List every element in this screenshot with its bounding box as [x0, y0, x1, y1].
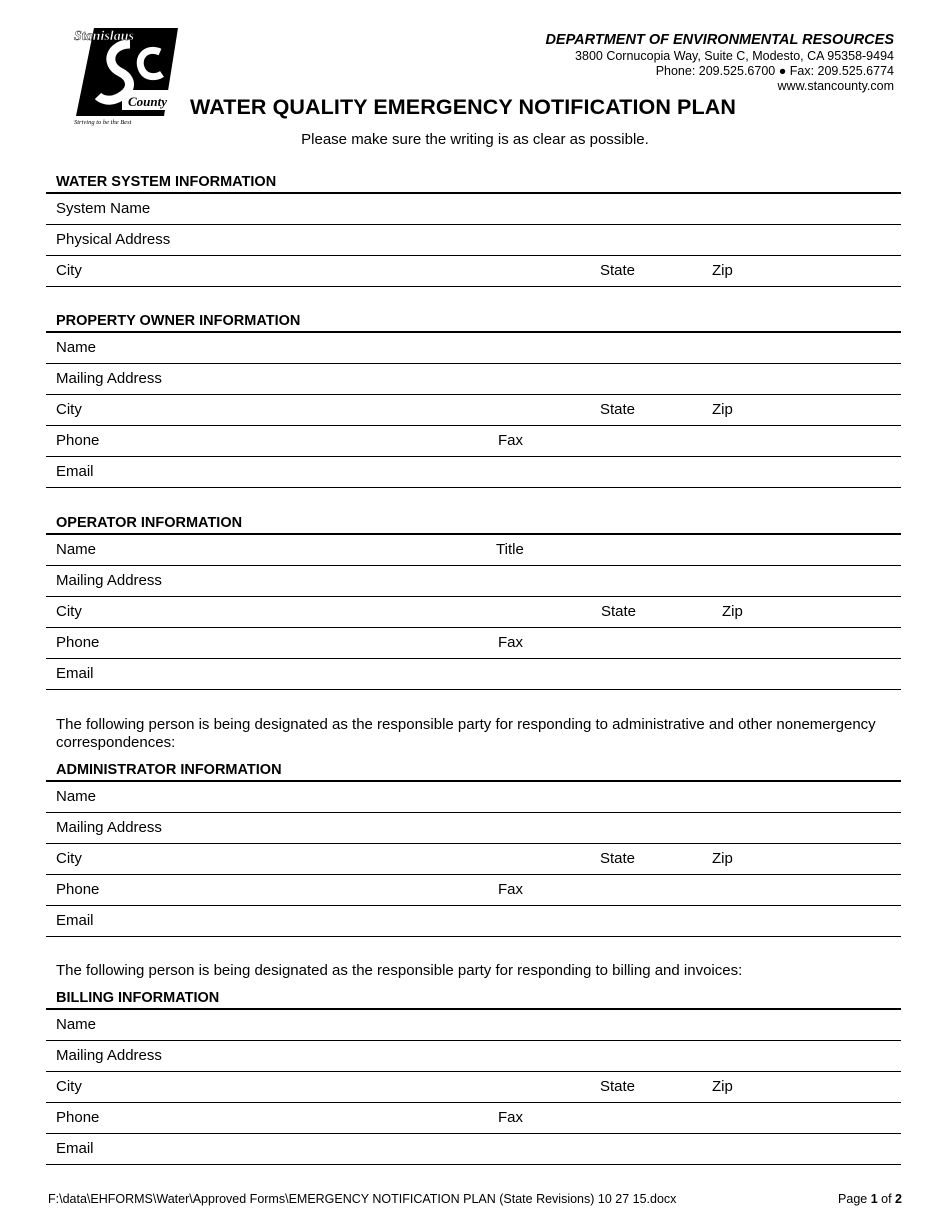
zip-label: Zip	[712, 401, 733, 418]
admin-city-state-zip-row[interactable]	[46, 844, 901, 875]
zip-label: Zip	[712, 262, 733, 279]
zip-label: Zip	[712, 850, 733, 867]
page-total: 2	[895, 1192, 902, 1206]
page-title: WATER QUALITY EMERGENCY NOTIFICATION PLAN	[190, 95, 736, 119]
billing-mailing-address-field[interactable]	[46, 1041, 901, 1072]
billing-name-field[interactable]	[46, 1010, 901, 1041]
admin-mailing-address-field[interactable]	[46, 813, 901, 844]
billing-phone-fax-row[interactable]	[46, 1103, 901, 1134]
state-label: State	[600, 1078, 636, 1095]
county-logo	[72, 26, 182, 126]
admin-phone-fax-row[interactable]	[46, 875, 901, 906]
department-phone-fax: Phone: 209.525.6700 ● Fax: 209.525.6774	[655, 64, 894, 78]
state-label: State	[601, 603, 637, 620]
property-owner-section	[46, 311, 901, 488]
billing-email-field[interactable]	[46, 1134, 901, 1165]
fax-label: Fax	[498, 634, 524, 651]
owner-email-field[interactable]	[46, 457, 901, 488]
svg-text:Stanislaus: Stanislaus	[74, 29, 134, 44]
footer-file-path: F:\data\EHFORMS\Water\Approved Forms\EMERGENCY NOTIFICATION PLAN (State Revisions) 10 27 15.docx	[48, 1192, 677, 1206]
svg-text:County: County	[128, 94, 168, 109]
department-header	[545, 32, 894, 94]
field-label: Mailing Address	[56, 572, 162, 589]
operator-section	[46, 513, 901, 690]
owner-mailing-address-field[interactable]	[46, 364, 901, 395]
field-label: Mailing Address	[56, 1047, 162, 1064]
email-label: Email	[56, 912, 94, 929]
state-label: State	[600, 262, 636, 279]
svg-text:Striving to be the Best: Striving to be the Best	[74, 119, 132, 126]
state-label: State	[600, 850, 636, 867]
field-label: Mailing Address	[56, 370, 162, 387]
system-name-field[interactable]	[46, 194, 901, 225]
billing-city-state-zip-row[interactable]	[46, 1072, 901, 1103]
department-address: 3800 Cornucopia Way, Suite C, Modesto, CA 95358-9494	[575, 49, 894, 63]
admin-name-field[interactable]	[46, 782, 901, 813]
department-name: DEPARTMENT OF ENVIRONMENTAL RESOURCES	[545, 32, 894, 48]
email-label: Email	[56, 1140, 94, 1157]
admin-email-field[interactable]	[46, 906, 901, 937]
operator-city-state-zip-row[interactable]	[46, 597, 901, 628]
section-heading: PROPERTY OWNER INFORMATION	[46, 311, 901, 333]
name-label: Name	[56, 541, 97, 558]
city-label: City	[56, 401, 82, 418]
operator-email-field[interactable]	[46, 659, 901, 690]
page-prefix: Page	[838, 1192, 871, 1206]
phone-label: Phone	[56, 634, 100, 651]
section-heading: WATER SYSTEM INFORMATION	[46, 172, 901, 194]
page-of: of	[877, 1192, 896, 1206]
field-label: System Name	[56, 200, 151, 217]
city-label: City	[56, 850, 82, 867]
operator-phone-fax-row[interactable]	[46, 628, 901, 659]
city-label: City	[56, 603, 82, 620]
city-label: City	[56, 262, 82, 279]
water-system-section	[46, 172, 901, 287]
city-label: City	[56, 1078, 82, 1095]
department-website: www.stancounty.com	[777, 79, 894, 93]
email-label: Email	[56, 665, 94, 682]
owner-phone-fax-row[interactable]	[46, 426, 901, 457]
owner-city-state-zip-row[interactable]	[46, 395, 901, 426]
section-heading: OPERATOR INFORMATION	[46, 513, 901, 535]
physical-address-field[interactable]	[46, 225, 901, 256]
county-logo-icon	[72, 26, 182, 126]
operator-mailing-address-field[interactable]	[46, 566, 901, 597]
operator-name-title-row[interactable]	[46, 535, 901, 566]
field-label: Name	[56, 339, 97, 356]
administrator-intro: The following person is being designated as the responsible party for responding to administrative and other nonemergency correspondences:	[56, 716, 876, 751]
footer-page-number	[838, 1192, 902, 1206]
page-subtitle: Please make sure the writing is as clear as possible.	[301, 131, 649, 148]
administrator-section	[46, 716, 901, 937]
name-label: Name	[56, 788, 97, 805]
title-label: Title	[496, 541, 524, 558]
zip-label: Zip	[712, 1078, 733, 1095]
name-label: Name	[56, 1016, 97, 1033]
owner-name-field[interactable]	[46, 333, 901, 364]
phone-label: Phone	[56, 432, 100, 449]
fax-label: Fax	[498, 881, 524, 898]
phone-label: Phone	[56, 881, 100, 898]
fax-label: Fax	[498, 1109, 524, 1126]
billing-intro: The following person is being designated as the responsible party for responding to billing and invoices:	[56, 962, 743, 979]
field-label: Physical Address	[56, 231, 171, 248]
zip-label: Zip	[722, 603, 743, 620]
section-heading: BILLING INFORMATION	[46, 988, 901, 1010]
email-label: Email	[56, 463, 94, 480]
phone-label: Phone	[56, 1109, 100, 1126]
city-state-zip-row[interactable]	[46, 256, 901, 287]
page-current: 1	[870, 1192, 878, 1206]
section-heading: ADMINISTRATOR INFORMATION	[46, 760, 901, 782]
field-label: Mailing Address	[56, 819, 162, 836]
billing-section	[46, 962, 901, 1165]
state-label: State	[600, 401, 636, 418]
fax-label: Fax	[498, 432, 524, 449]
